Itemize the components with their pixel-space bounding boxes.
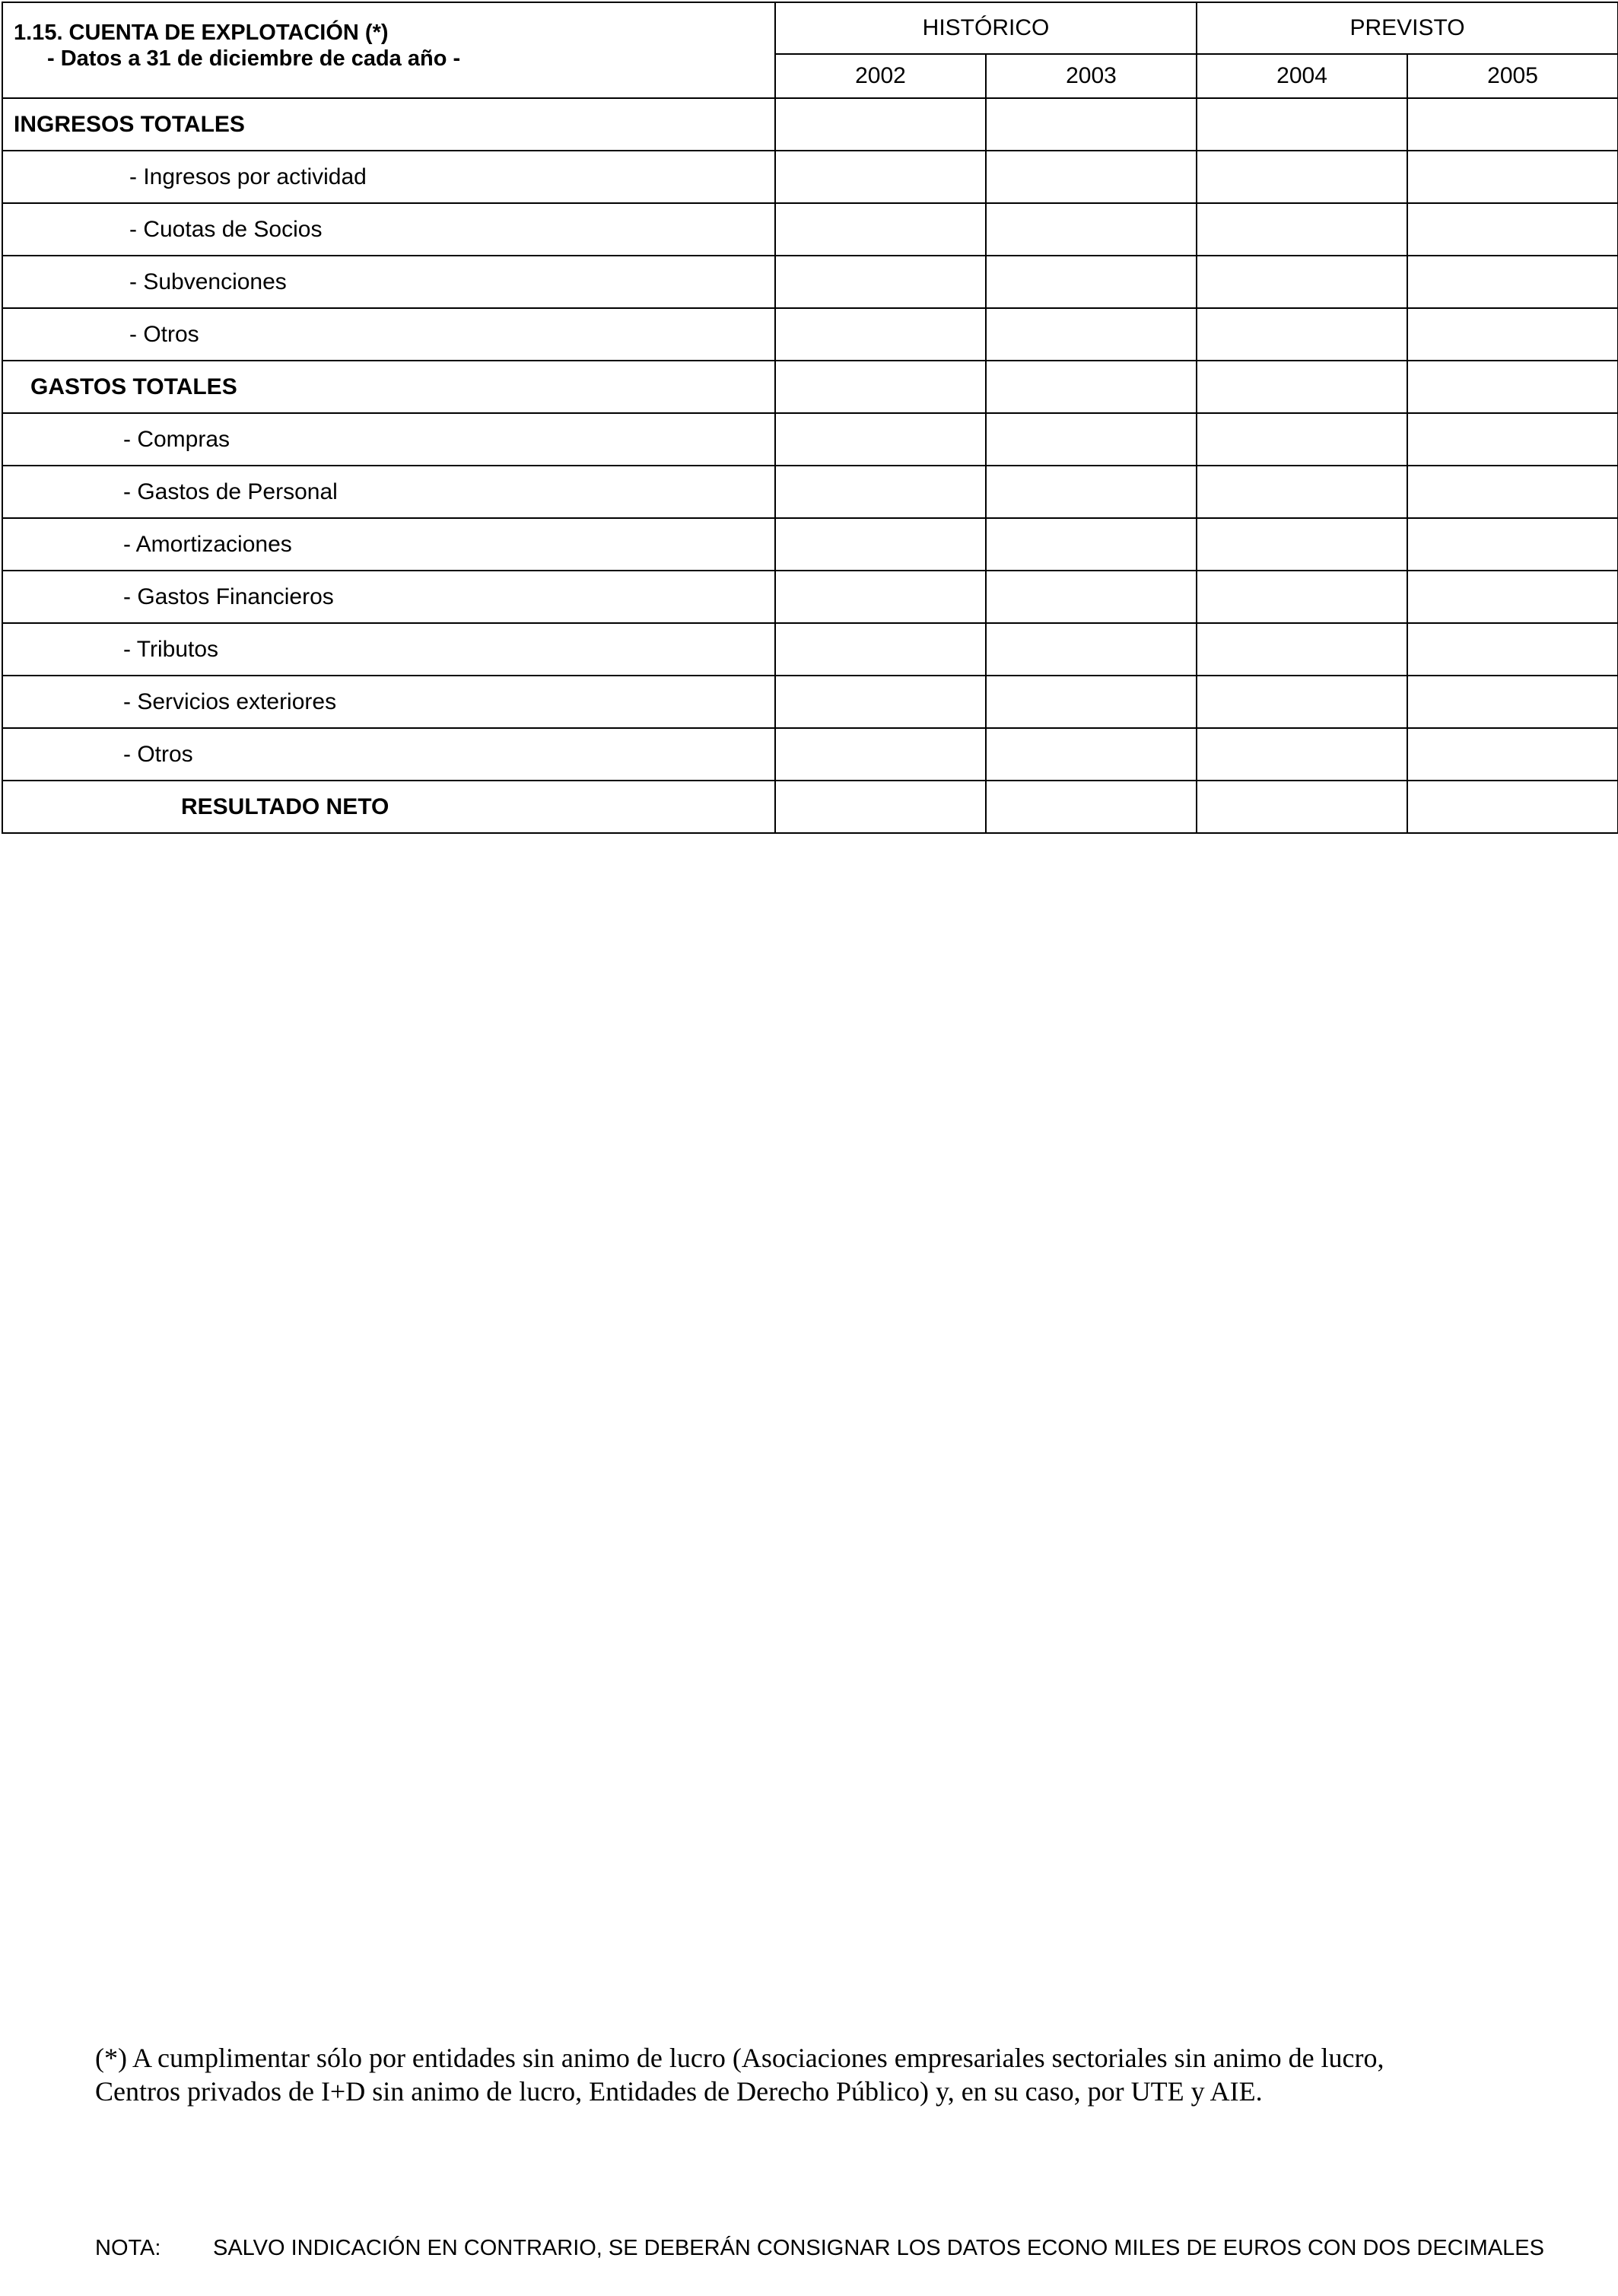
cell-compras-2003[interactable] xyxy=(986,413,1197,466)
cell-otros-gastos-2002[interactable] xyxy=(775,728,986,781)
cell-gastos-de-personal-2004[interactable] xyxy=(1197,466,1407,518)
row-label-amortizaciones: - Amortizaciones xyxy=(2,518,775,571)
cell-otros-gastos-2005[interactable] xyxy=(1407,728,1618,781)
row-label-servicios-exteriores: - Servicios exteriores xyxy=(2,676,775,728)
cell-otros-ingresos-2004[interactable] xyxy=(1197,308,1407,361)
table-row xyxy=(2,308,1618,361)
cell-otros-gastos-2004[interactable] xyxy=(1197,728,1407,781)
table-row xyxy=(2,98,1618,151)
cell-cuotas-de-socios-2004[interactable] xyxy=(1197,203,1407,256)
cell-gastos-de-personal-2002[interactable] xyxy=(775,466,986,518)
table-row xyxy=(2,361,1618,413)
table-row xyxy=(2,571,1618,623)
table-row xyxy=(2,203,1618,256)
table-row xyxy=(2,623,1618,676)
row-label-ingresos-por-actividad: - Ingresos por actividad xyxy=(2,151,775,203)
year-header-2002: 2002 xyxy=(775,54,986,98)
cell-ingresos-totales-2002[interactable] xyxy=(775,98,986,151)
cell-compras-2002[interactable] xyxy=(775,413,986,466)
footnote xyxy=(95,2041,1616,2108)
cell-gastos-totales-2004[interactable] xyxy=(1197,361,1407,413)
cell-gastos-de-personal-2003[interactable] xyxy=(986,466,1197,518)
cell-resultado-neto-2005[interactable] xyxy=(1407,781,1618,833)
cell-servicios-exteriores-2003[interactable] xyxy=(986,676,1197,728)
cell-resultado-neto-2002[interactable] xyxy=(775,781,986,833)
group-header-previsto: PREVISTO xyxy=(1197,2,1618,54)
nota-label: NOTA: xyxy=(95,2236,161,2260)
row-label-gastos-totales: GASTOS TOTALES xyxy=(2,361,775,413)
cell-servicios-exteriores-2002[interactable] xyxy=(775,676,986,728)
cell-gastos-financieros-2004[interactable] xyxy=(1197,571,1407,623)
cell-otros-ingresos-2003[interactable] xyxy=(986,308,1197,361)
table-row xyxy=(2,466,1618,518)
cell-ingresos-por-actividad-2004[interactable] xyxy=(1197,151,1407,203)
row-label-otros-gastos: - Otros xyxy=(2,728,775,781)
row-label-resultado-neto: RESULTADO NETO xyxy=(2,781,775,833)
group-header-historico: HISTÓRICO xyxy=(775,2,1197,54)
year-header-2003: 2003 xyxy=(986,54,1197,98)
cell-compras-2005[interactable] xyxy=(1407,413,1618,466)
row-label-compras: - Compras xyxy=(2,413,775,466)
cell-ingresos-por-actividad-2003[interactable] xyxy=(986,151,1197,203)
cell-otros-ingresos-2005[interactable] xyxy=(1407,308,1618,361)
cell-subvenciones-2005[interactable] xyxy=(1407,256,1618,308)
table-row xyxy=(2,518,1618,571)
row-label-ingresos-totales: INGRESOS TOTALES xyxy=(2,98,775,151)
cell-tributos-2002[interactable] xyxy=(775,623,986,676)
cell-subvenciones-2002[interactable] xyxy=(775,256,986,308)
cell-gastos-de-personal-2005[interactable] xyxy=(1407,466,1618,518)
row-label-gastos-financieros: - Gastos Financieros xyxy=(2,571,775,623)
cell-gastos-financieros-2003[interactable] xyxy=(986,571,1197,623)
cell-cuotas-de-socios-2002[interactable] xyxy=(775,203,986,256)
table-subtitle: - Datos a 31 de diciembre de cada año - xyxy=(47,46,461,72)
row-label-subvenciones: - Subvenciones xyxy=(2,256,775,308)
cell-gastos-financieros-2002[interactable] xyxy=(775,571,986,623)
footnote-line-2: Centros privados de I+D sin animo de lucro, Entidades de Derecho Público) y, en su caso, por UTE y AIE. xyxy=(95,2076,1263,2107)
cell-subvenciones-2004[interactable] xyxy=(1197,256,1407,308)
cell-amortizaciones-2004[interactable] xyxy=(1197,518,1407,571)
cell-gastos-totales-2005[interactable] xyxy=(1407,361,1618,413)
cell-gastos-totales-2003[interactable] xyxy=(986,361,1197,413)
table-row xyxy=(2,413,1618,466)
cell-ingresos-totales-2005[interactable] xyxy=(1407,98,1618,151)
nota-text: SALVO INDICACIÓN EN CONTRARIO, SE DEBERÁN CONSIGNAR LOS DATOS ECONO MILES DE EUROS CON DOS DECIMALES xyxy=(213,2236,1544,2260)
cell-ingresos-por-actividad-2005[interactable] xyxy=(1407,151,1618,203)
year-header-2005: 2005 xyxy=(1407,54,1618,98)
cell-tributos-2005[interactable] xyxy=(1407,623,1618,676)
cell-servicios-exteriores-2004[interactable] xyxy=(1197,676,1407,728)
table-row xyxy=(2,151,1618,203)
cell-resultado-neto-2004[interactable] xyxy=(1197,781,1407,833)
cell-ingresos-por-actividad-2002[interactable] xyxy=(775,151,986,203)
cell-cuotas-de-socios-2003[interactable] xyxy=(986,203,1197,256)
cell-tributos-2004[interactable] xyxy=(1197,623,1407,676)
row-label-gastos-de-personal: - Gastos de Personal xyxy=(2,466,775,518)
table-title: 1.15. CUENTA DE EXPLOTACIÓN (*) xyxy=(14,21,389,45)
cell-otros-ingresos-2002[interactable] xyxy=(775,308,986,361)
year-header-2004: 2004 xyxy=(1197,54,1407,98)
table-row xyxy=(2,781,1618,833)
cell-amortizaciones-2005[interactable] xyxy=(1407,518,1618,571)
cell-servicios-exteriores-2005[interactable] xyxy=(1407,676,1618,728)
row-label-otros-ingresos: - Otros xyxy=(2,308,775,361)
table-title-cell xyxy=(2,2,775,98)
cuenta-explotacion-table xyxy=(2,2,1618,834)
cell-compras-2004[interactable] xyxy=(1197,413,1407,466)
cell-resultado-neto-2003[interactable] xyxy=(986,781,1197,833)
footnote-line-1: (*) A cumplimentar sólo por entidades sin animo de lucro (Asociaciones empresariales sectoriales sin animo de lucro, xyxy=(95,2043,1384,2073)
cell-amortizaciones-2003[interactable] xyxy=(986,518,1197,571)
table-row xyxy=(2,676,1618,728)
table-row xyxy=(2,728,1618,781)
cell-amortizaciones-2002[interactable] xyxy=(775,518,986,571)
cell-ingresos-totales-2003[interactable] xyxy=(986,98,1197,151)
row-label-cuotas-de-socios: - Cuotas de Socios xyxy=(2,203,775,256)
row-label-tributos: - Tributos xyxy=(2,623,775,676)
cell-ingresos-totales-2004[interactable] xyxy=(1197,98,1407,151)
table-row xyxy=(2,256,1618,308)
cell-tributos-2003[interactable] xyxy=(986,623,1197,676)
cell-gastos-financieros-2005[interactable] xyxy=(1407,571,1618,623)
cell-cuotas-de-socios-2005[interactable] xyxy=(1407,203,1618,256)
cell-otros-gastos-2003[interactable] xyxy=(986,728,1197,781)
cell-subvenciones-2003[interactable] xyxy=(986,256,1197,308)
cell-gastos-totales-2002[interactable] xyxy=(775,361,986,413)
